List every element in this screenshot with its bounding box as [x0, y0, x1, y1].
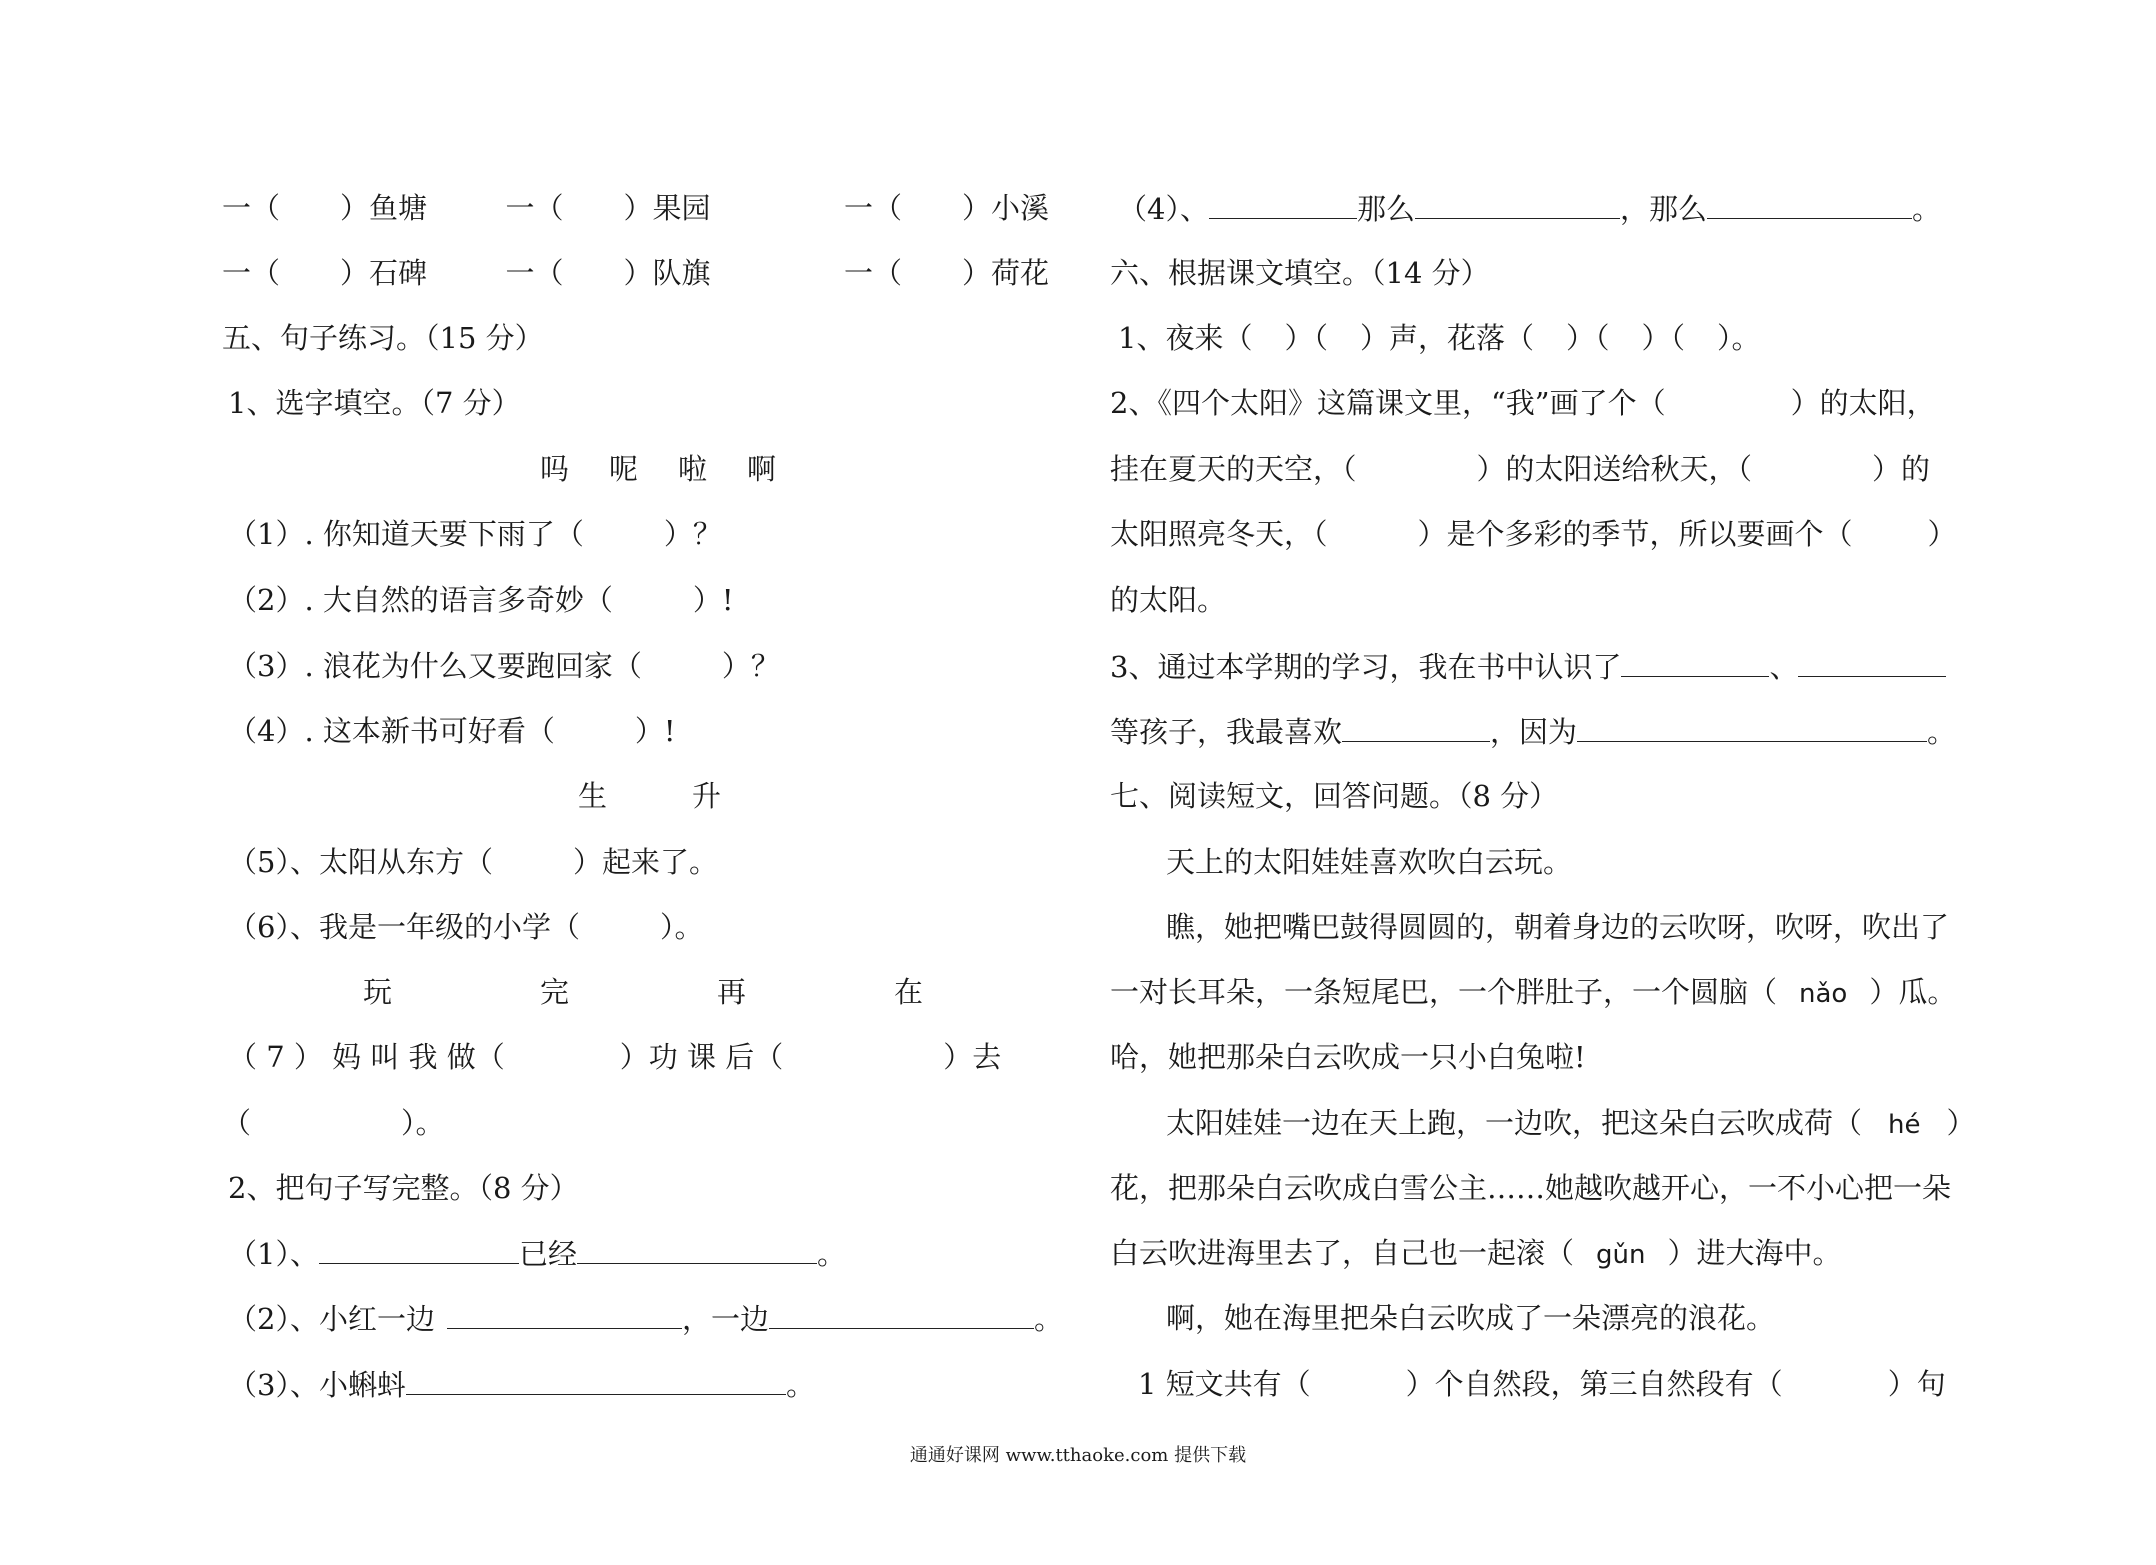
page-footer: 通通好课网 www.tthaoke.com 提供下载: [909, 1445, 1247, 1466]
answer-blank[interactable]: [406, 1364, 786, 1395]
answer-blank[interactable]: [1342, 711, 1490, 742]
choice-word: 吗: [540, 452, 570, 486]
word-choices-1: [540, 449, 776, 489]
choice-word: 啊: [747, 452, 777, 486]
pinyin: gǔn: [1596, 1240, 1646, 1270]
fill-item-1: （1）. 你知道天要下雨了（ ）？: [228, 517, 722, 551]
complete-sentence-2: （2）、小红一边 ，一边 。: [228, 1298, 1063, 1339]
fill-item-7-continued: （ ）。: [222, 1106, 445, 1140]
fill-item-4: （4）. 这本新书可好看（ ）!: [228, 714, 676, 748]
answer-blank[interactable]: [447, 1298, 682, 1329]
complete-sentence-4: （4）、 那么 ，那么 。: [1118, 188, 1941, 229]
choice-word: 生: [578, 779, 608, 813]
semester-line-2: 等孩子，我最喜欢 ，因为 。: [1110, 711, 1956, 752]
poem-fill: 1、夜来（ ）（ ）声，花落（ ）（ ）（ ）。: [1118, 321, 1761, 355]
word-choices-2: [578, 776, 721, 816]
section-7-title: 七、阅读短文，回答问题。（8 分）: [1110, 779, 1559, 813]
answer-blank[interactable]: [1621, 646, 1769, 677]
four-suns-line-3: 太阳照亮冬天，（ ）是个多彩的季节，所以要画个（ ）: [1110, 517, 1957, 551]
reading-paragraph-2-line-2: 一对长耳朵，一条短尾巴，一个胖肚子，一个圆脑（ nǎo ）瓜。: [1110, 975, 1957, 1009]
choice-word: 升: [692, 779, 722, 813]
reading-paragraph-4: 啊，她在海里把朵白云吹成了一朵漂亮的浪花。: [1166, 1301, 1776, 1335]
choice-word: 啦: [678, 452, 708, 486]
four-suns-line-2: 挂在夏天的天空，（ ）的太阳送给秋天，（ ）的: [1110, 452, 1931, 486]
answer-blank[interactable]: [319, 1233, 519, 1264]
four-suns-line-4: 的太阳。: [1110, 583, 1227, 617]
reading-paragraph-3-line-2: 花，把那朵白云吹成白雪公主……她越吹越开心，一不小心把一朵: [1110, 1171, 1952, 1205]
answer-blank[interactable]: [1707, 188, 1912, 219]
section-5-title: 五、句子练习。（15 分）: [222, 321, 544, 355]
answer-blank[interactable]: [1798, 646, 1946, 677]
four-suns-line-1: 2、《四个太阳》这篇课文里，“我”画了个（ ）的太阳，: [1110, 386, 1936, 420]
answer-blank[interactable]: [1415, 188, 1620, 219]
section-6-title: 六、根据课文填空。（14 分）: [1110, 256, 1490, 290]
measure-word-row-1: 一（ ）鱼塘 一（ ）果园 一（ ）小溪: [222, 191, 1049, 225]
choice-word: 玩: [363, 975, 393, 1009]
answer-blank[interactable]: [769, 1298, 1034, 1329]
measure-word-row-2: 一（ ）石碑 一（ ）队旗 一（ ）荷花: [222, 256, 1049, 290]
reading-paragraph-3-line-1: 太阳娃娃一边在天上跑，一边吹，把这朵白云吹成荷（ hé ）: [1166, 1106, 1976, 1140]
complete-sentence-1: （1）、 已经 。: [228, 1233, 846, 1274]
fill-item-3: （3）. 浪花为什么又要跑回家（ ）？: [228, 649, 780, 683]
choice-word: 在: [894, 975, 924, 1009]
pinyin: nǎo: [1799, 979, 1848, 1009]
reading-question-1: 1 短文共有（ ）个自然段，第三自然段有（ ）句: [1138, 1367, 1946, 1401]
answer-blank[interactable]: [577, 1233, 817, 1264]
reading-paragraph-2-line-1: 瞧，她把嘴巴鼓得圆圆的，朝着身边的云吹呀，吹呀，吹出了: [1166, 910, 1950, 944]
complete-sentence-3: （3）、小蝌蚪 。: [228, 1364, 815, 1405]
pinyin: hé: [1888, 1110, 1921, 1140]
answer-blank[interactable]: [1577, 711, 1927, 742]
choice-word: 再: [717, 975, 747, 1009]
choice-word: 呢: [609, 452, 639, 486]
reading-paragraph-1: 天上的太阳娃娃喜欢吹白云玩。: [1166, 845, 1573, 879]
choice-word: 完: [540, 975, 570, 1009]
reading-paragraph-3-line-3: 白云吹进海里去了，自己也一起滚（ gǔn ）进大海中。: [1110, 1236, 1842, 1270]
fill-item-6: （6）、我是一年级的小学（ ）。: [228, 910, 704, 944]
semester-line-1: 3、通过本学期的学习，我在书中认识了 、: [1110, 646, 1946, 687]
fill-item-7: （ 7 ） 妈 叫 我 做（ ）功 课 后（ ）去: [228, 1040, 1002, 1074]
fill-item-5: （5）、太阳从东方（ ）起来了。: [228, 845, 718, 879]
section-5-1-title: 1、选字填空。（7 分）: [228, 386, 521, 420]
reading-paragraph-2-line-3: 哈，她把那朵白云吹成一只小白兔啦!: [1110, 1040, 1586, 1074]
answer-blank[interactable]: [1209, 188, 1357, 219]
section-5-2-title: 2、把句子写完整。（8 分）: [228, 1171, 579, 1205]
fill-item-2: （2）. 大自然的语言多奇妙（ ）!: [228, 583, 734, 617]
